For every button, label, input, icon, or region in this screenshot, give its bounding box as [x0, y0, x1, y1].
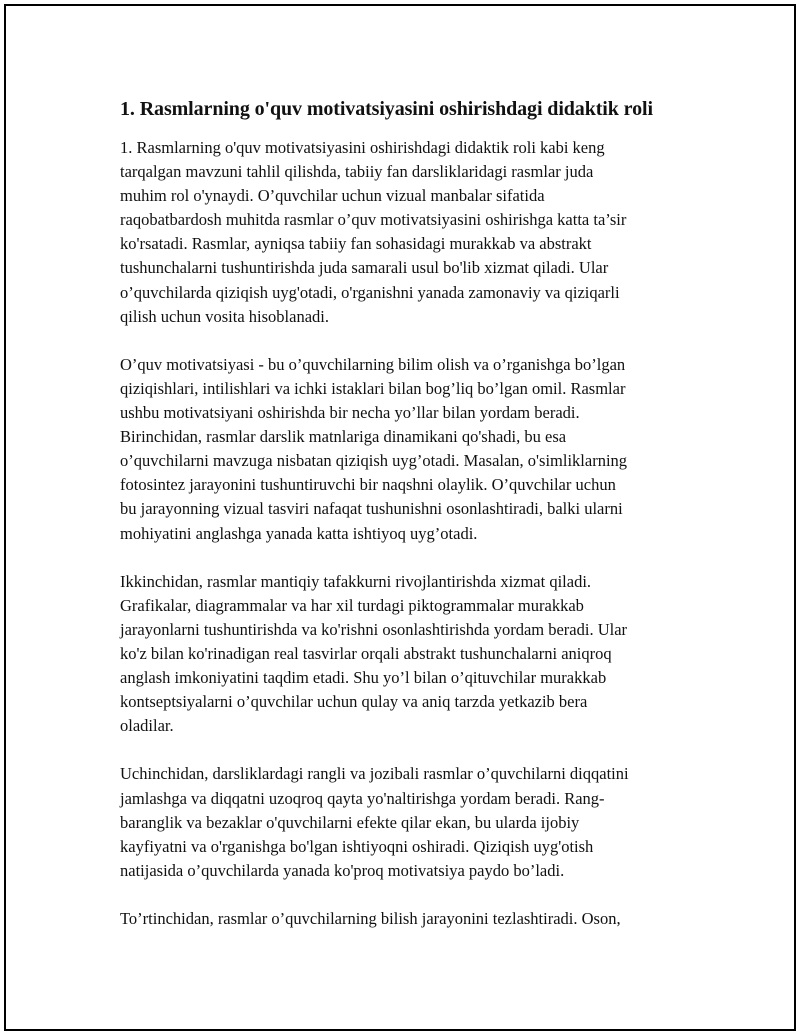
text-line: tushunchalarni tushuntirishda juda samarali usul bo'lib xizmat qiladi. Ular: [120, 258, 609, 278]
text-line: Uchinchidan, darsliklardagi rangli va jozibali rasmlar o’quvchilarni diqqatini: [120, 764, 629, 784]
text-line: fotosintez jarayonini tushuntiruvchi bir naqshni olaylik. O’quvchilar uchun: [120, 475, 616, 495]
text-line: bu jarayonning vizual tasviri nafaqat tushunishni osonlashtiradi, balki ularni: [120, 499, 623, 519]
text-line: raqobatbardosh muhitda rasmlar o’quv motivatsiyasini oshirishga katta ta’sir: [120, 210, 627, 230]
text-line: jarayonlarni tushuntirishda va ko'rishni osonlashtirishda yordam beradi. Ular: [120, 619, 628, 639]
paragraph-5: [120, 907, 700, 931]
text-line: Ikkinchidan, rasmlar mantiqiy tafakkurni rivojlantirishda xizmat qiladi.: [120, 571, 592, 591]
text-line: ushbu motivatsiyani oshirishda bir necha yo’llar bilan yordam beradi.: [120, 403, 580, 423]
paragraph-3: [120, 570, 700, 739]
text-line: mohiyatini anglashga yanada katta ishtiyoq uyg’otadi.: [120, 523, 478, 543]
paragraph-2: [120, 353, 700, 546]
text-line: tarqalgan mavzuni tahlil qilishda, tabiiy fan darsliklaridagi rasmlar juda: [120, 162, 594, 182]
text-line: 1. Rasmlarning o'quv motivatsiyasini oshirishdagi didaktik roli kabi keng: [120, 138, 605, 157]
text-line: jamlashga va diqqatni uzoqroq qayta yo'naltirishga yordam beradi. Rang-: [120, 788, 605, 808]
text-line: o’quvchilarni mavzuga nisbatan qiziqish uyg’otadi. Masalan, o'simliklarning: [120, 451, 628, 471]
text-line: To’rtinchidan, rasmlar o’quvchilarning bilish jarayonini tezlashtiradi. Oson,: [120, 909, 621, 928]
document-title: 1. Rasmlarning o'quv motivatsiyasini oshirishdagi didaktik roli: [120, 98, 653, 120]
text-line: kontseptsiyalarni o’quvchilar uchun qulay va aniq tarzda yetkazib bera: [120, 692, 588, 712]
text-line: baranglik va bezaklar o'quvchilarni efekte qilar ekan, bu ularda ijobiy: [120, 812, 580, 832]
text-line: natijasida o’quvchilarda yanada ko'proq motivatsiya paydo bo’ladi.: [120, 860, 565, 880]
text-line: ko'z bilan ko'rinadigan real tasvirlar orqali abstrakt tushunchalarni aniqroq: [120, 643, 612, 663]
text-line: o’quvchilarda qiziqish uyg'otadi, o'rganishni yanada zamonaviy va qiziqarli: [120, 282, 620, 302]
paragraph-1: [120, 136, 700, 329]
text-line: qiziqishlari, intilishlari va ichki istaklari bilan bog’liq bo’lgan omil. Rasmlar: [120, 378, 626, 398]
document-body: [120, 96, 700, 931]
paragraph-4: [120, 762, 700, 882]
text-line: anglash imkoniyatini taqdim etadi. Shu yo’l bilan o’qituvchilar murakkab: [120, 668, 607, 688]
text-line: Birinchidan, rasmlar darslik matnlariga dinamikani qo'shadi, bu esa: [120, 427, 567, 447]
text-line: ko'rsatadi. Rasmlar, ayniqsa tabiiy fan sohasidagi murakkab va abstrakt: [120, 234, 592, 254]
text-line: kayfiyatni va o'rganishga bo'lgan ishtiyoqni oshiradi. Qiziqish uyg'otish: [120, 836, 594, 856]
text-line: oladilar.: [120, 716, 174, 736]
text-line: muhim rol o'ynaydi. O’quvchilar uchun vizual manbalar sifatida: [120, 186, 545, 206]
document-page: [4, 4, 796, 1031]
text-line: qilish uchun vosita hisoblanadi.: [120, 306, 329, 326]
text-line: O’quv motivatsiyasi - bu o’quvchilarning bilim olish va o’rganishga bo’lgan: [120, 354, 626, 374]
text-line: Grafikalar, diagrammalar va har xil turdagi piktogrammalar murakkab: [120, 595, 584, 615]
